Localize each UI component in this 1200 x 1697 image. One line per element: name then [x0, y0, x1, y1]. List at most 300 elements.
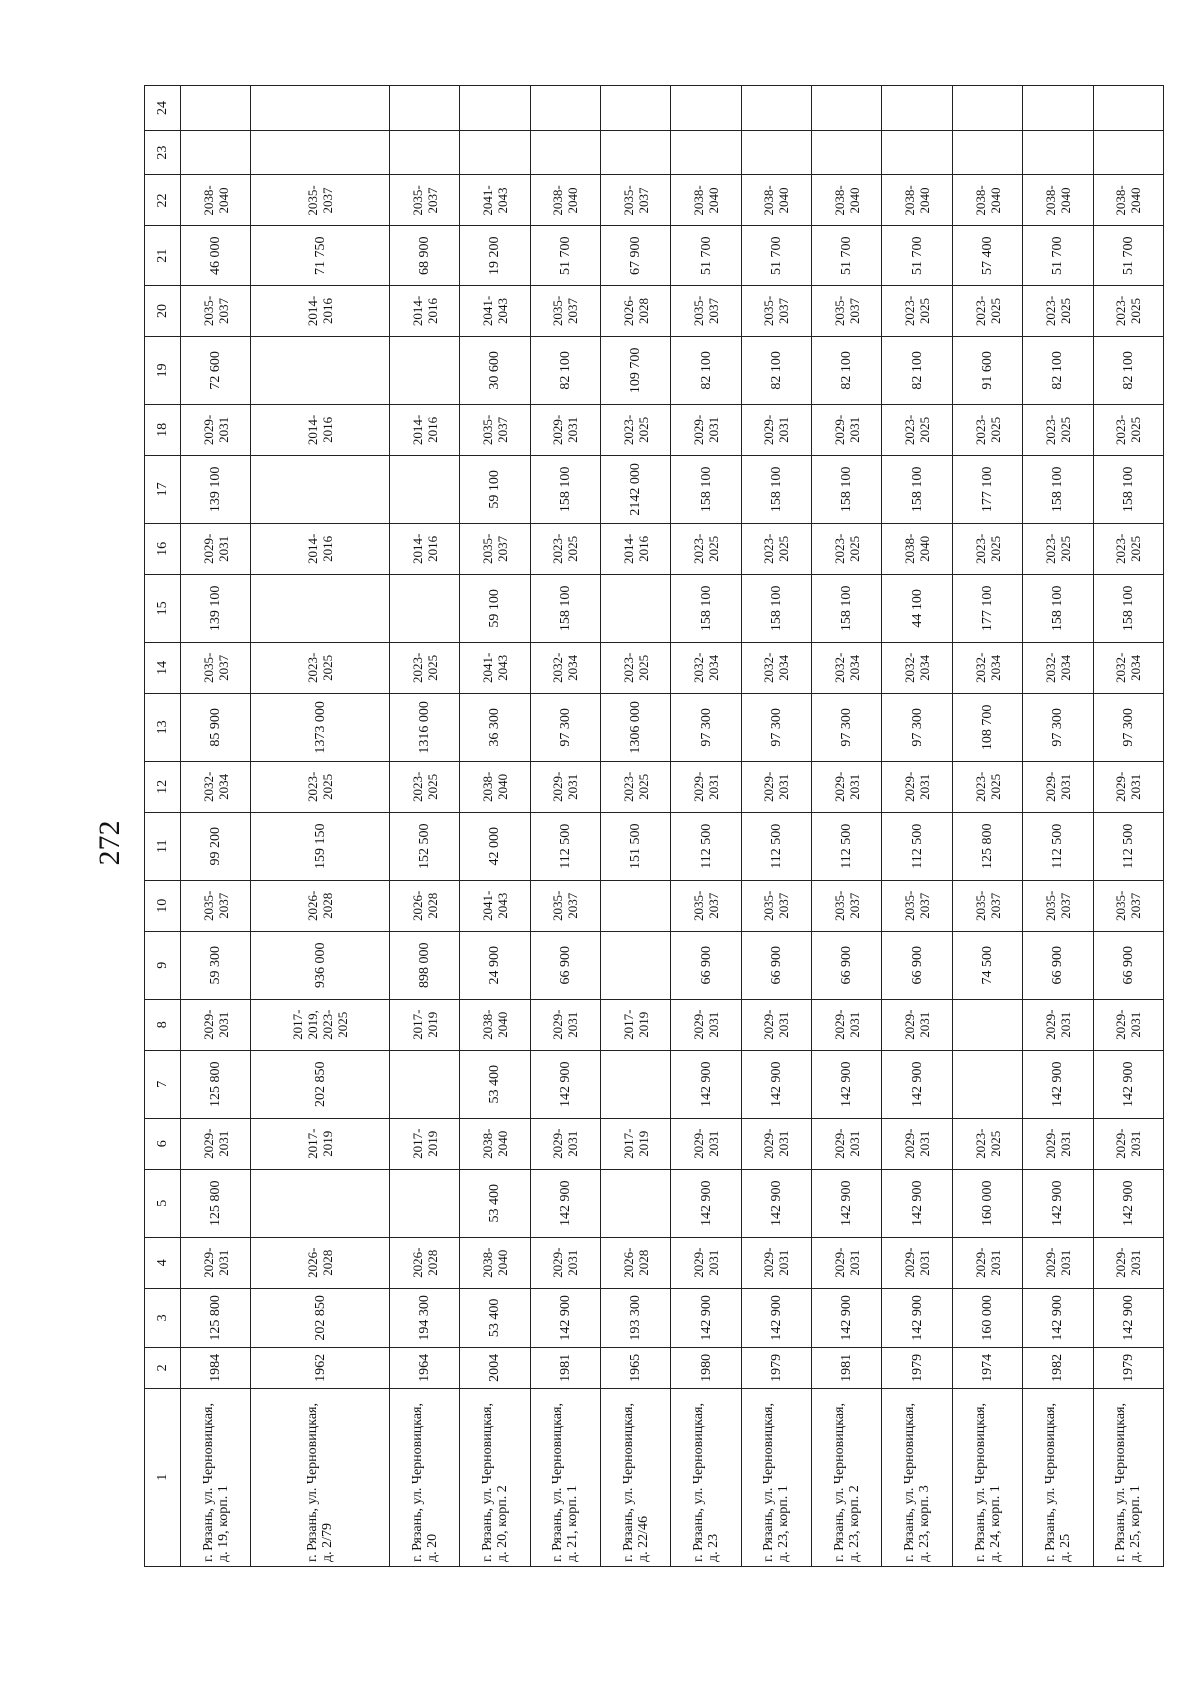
table-cell: 2029-2031 — [952, 1237, 1022, 1288]
table-cell: 2023-2025 — [1093, 285, 1163, 336]
table-cell: 2029-2031 — [181, 404, 251, 455]
table-cell: 2029-2031 — [530, 999, 600, 1050]
table-cell: 2035-2037 — [530, 285, 600, 336]
table-cell: 2029-2031 — [882, 1118, 952, 1169]
table-cell: 2004 — [460, 1348, 530, 1388]
table-cell — [741, 130, 811, 175]
table-cell — [251, 455, 389, 523]
table-cell: 82 100 — [882, 336, 952, 404]
table-cell: 91 600 — [952, 336, 1022, 404]
table-cell: 158 100 — [1093, 574, 1163, 642]
table-cell: 2032-2034 — [882, 642, 952, 693]
table-cell: 2029-2031 — [741, 1118, 811, 1169]
column-number-row — [145, 86, 181, 1567]
table-cell — [812, 86, 882, 131]
rotated-table-container — [144, 85, 1164, 1567]
table-cell: 2038-2040 — [882, 523, 952, 574]
table-cell: 59 100 — [460, 455, 530, 523]
table-cell: 82 100 — [1093, 336, 1163, 404]
table-cell: 19 200 — [460, 226, 530, 285]
table-cell: 36 300 — [460, 693, 530, 761]
table-cell: 2032-2034 — [530, 642, 600, 693]
table-cell: 2014-2016 — [389, 404, 459, 455]
address-cell: г. Рязань, ул. Черновицкая, д. 23 — [671, 1388, 741, 1566]
table-cell: 2029-2031 — [812, 1118, 882, 1169]
table-cell — [251, 130, 389, 175]
table-cell: 2017-2019 — [251, 1118, 389, 1169]
table-cell: 2038-2040 — [460, 1118, 530, 1169]
column-header-12: 12 — [145, 761, 181, 812]
table-cell: 2029-2031 — [181, 1118, 251, 1169]
column-header-22: 22 — [145, 175, 181, 226]
table-cell: 82 100 — [530, 336, 600, 404]
table-cell: 158 100 — [530, 455, 600, 523]
table-cell: 142 900 — [1093, 1050, 1163, 1118]
column-header-20: 20 — [145, 285, 181, 336]
table-cell: 152 500 — [389, 812, 459, 880]
address-cell: г. Рязань, ул. Черновицкая, д. 24, корп. 1 — [952, 1388, 1022, 1566]
table-cell: 2023-2025 — [1023, 404, 1093, 455]
table-cell: 2029-2031 — [181, 1237, 251, 1288]
table-cell — [1023, 130, 1093, 175]
table-cell: 2032-2034 — [1093, 642, 1163, 693]
table-cell: 46 000 — [181, 226, 251, 285]
table-cell: 2029-2031 — [530, 404, 600, 455]
table-cell: 2023-2025 — [882, 285, 952, 336]
table-cell — [600, 1050, 670, 1118]
table-row — [671, 86, 741, 1567]
table-cell: 99 200 — [181, 812, 251, 880]
table-cell: 142 900 — [882, 1169, 952, 1237]
table-cell: 158 100 — [741, 574, 811, 642]
address-cell: г. Рязань, ул. Черновицкая, д. 20, корп. 2 — [460, 1388, 530, 1566]
table-cell: 2038-2040 — [741, 175, 811, 226]
table-cell: 936 000 — [251, 931, 389, 999]
table-cell: 82 100 — [1023, 336, 1093, 404]
table-cell: 108 700 — [952, 693, 1022, 761]
column-header-13: 13 — [145, 693, 181, 761]
table-cell: 142 900 — [1023, 1288, 1093, 1347]
table-cell — [251, 1169, 389, 1237]
table-cell: 142 900 — [671, 1169, 741, 1237]
table-cell: 66 900 — [530, 931, 600, 999]
table-cell: 1984 — [181, 1348, 251, 1388]
table-cell: 2041-2043 — [460, 642, 530, 693]
table-cell — [389, 574, 459, 642]
table-cell: 2035-2037 — [1023, 880, 1093, 931]
table-cell: 2035-2037 — [530, 880, 600, 931]
table-cell: 1980 — [671, 1348, 741, 1388]
column-header-6: 6 — [145, 1118, 181, 1169]
table-cell: 112 500 — [1093, 812, 1163, 880]
table-cell — [1093, 130, 1163, 175]
table-cell: 2023-2025 — [952, 1118, 1022, 1169]
table-row — [389, 86, 459, 1567]
table-cell: 2029-2031 — [671, 761, 741, 812]
table-cell: 2023-2025 — [882, 404, 952, 455]
table-cell: 82 100 — [671, 336, 741, 404]
table-cell: 67 900 — [600, 226, 670, 285]
address-cell: г. Рязань, ул. Черновицкая, д. 2/79 — [251, 1388, 389, 1566]
table-cell: 2023-2025 — [251, 761, 389, 812]
table-cell: 53 400 — [460, 1169, 530, 1237]
table-cell: 2035-2037 — [952, 880, 1022, 931]
table-cell: 24 900 — [460, 931, 530, 999]
table-cell: 158 100 — [1023, 455, 1093, 523]
table-cell: 2029-2031 — [741, 999, 811, 1050]
table-cell — [181, 130, 251, 175]
table-cell: 97 300 — [741, 693, 811, 761]
table-cell: 112 500 — [671, 812, 741, 880]
table-cell: 158 100 — [812, 574, 882, 642]
table-cell: 142 900 — [741, 1050, 811, 1118]
table-cell: 2014-2016 — [389, 285, 459, 336]
table-cell — [600, 574, 670, 642]
table-cell: 1962 — [251, 1348, 389, 1388]
table-cell: 194 300 — [389, 1288, 459, 1347]
table-cell: 2035-2037 — [181, 285, 251, 336]
address-cell: г. Рязань, ул. Черновицкая, д. 19, корп. 1 — [181, 1388, 251, 1566]
table-cell: 158 100 — [671, 455, 741, 523]
table-cell: 2017-2019 — [600, 999, 670, 1050]
table-cell: 2023-2025 — [530, 523, 600, 574]
table-cell: 142 900 — [882, 1050, 952, 1118]
table-cell: 158 100 — [1023, 574, 1093, 642]
table-cell: 2029-2031 — [1093, 1237, 1163, 1288]
table-cell: 53 400 — [460, 1288, 530, 1347]
column-header-2: 2 — [145, 1348, 181, 1388]
table-cell: 71 750 — [251, 226, 389, 285]
address-cell: г. Рязань, ул. Черновицкая, д. 20 — [389, 1388, 459, 1566]
table-cell: 2023-2025 — [952, 404, 1022, 455]
table-cell: 2035-2037 — [389, 175, 459, 226]
table-cell: 2029-2031 — [882, 761, 952, 812]
table-cell: 2014-2016 — [251, 404, 389, 455]
table-cell: 2023-2025 — [251, 642, 389, 693]
table-cell: 1981 — [530, 1348, 600, 1388]
table-cell: 158 100 — [882, 455, 952, 523]
table-row — [600, 86, 670, 1567]
table-row — [251, 86, 389, 1567]
table-cell — [882, 86, 952, 131]
table-cell: 2023-2025 — [389, 642, 459, 693]
table-cell: 125 800 — [952, 812, 1022, 880]
table-cell: 2032-2034 — [181, 761, 251, 812]
table-cell: 158 100 — [1093, 455, 1163, 523]
column-header-9: 9 — [145, 931, 181, 999]
table-cell: 2017-2019, 2023-2025 — [251, 999, 389, 1050]
table-cell: 142 900 — [812, 1050, 882, 1118]
table-row — [181, 86, 251, 1567]
table-cell: 2032-2034 — [812, 642, 882, 693]
table-cell: 2026-2028 — [251, 880, 389, 931]
table-cell: 2014-2016 — [600, 523, 670, 574]
table-cell: 2029-2031 — [671, 1237, 741, 1288]
table-cell: 1964 — [389, 1348, 459, 1388]
table-row — [741, 86, 811, 1567]
table-cell: 30 600 — [460, 336, 530, 404]
table-cell: 59 300 — [181, 931, 251, 999]
table-cell: 2032-2034 — [1023, 642, 1093, 693]
table-cell: 2032-2034 — [671, 642, 741, 693]
table-cell: 2029-2031 — [741, 404, 811, 455]
table-cell: 2029-2031 — [671, 999, 741, 1050]
table-cell — [671, 86, 741, 131]
table-cell: 68 900 — [389, 226, 459, 285]
page-number: 272 — [93, 820, 126, 866]
table-cell: 142 900 — [882, 1288, 952, 1347]
address-cell: г. Рязань, ул. Черновицкая, д. 22/46 — [600, 1388, 670, 1566]
table-cell: 2023-2025 — [952, 523, 1022, 574]
table-cell: 2035-2037 — [600, 175, 670, 226]
table-cell — [1023, 86, 1093, 131]
column-header-14: 14 — [145, 642, 181, 693]
table-cell: 57 400 — [952, 226, 1022, 285]
column-header-21: 21 — [145, 226, 181, 285]
table-cell — [600, 880, 670, 931]
table-cell: 151 500 — [600, 812, 670, 880]
table-cell: 2017-2019 — [389, 1118, 459, 1169]
table-cell: 2023-2025 — [389, 761, 459, 812]
table-row — [460, 86, 530, 1567]
table-cell: 1965 — [600, 1348, 670, 1388]
table-cell: 142 900 — [530, 1169, 600, 1237]
table-cell: 66 900 — [1093, 931, 1163, 999]
table-cell: 1979 — [1093, 1348, 1163, 1388]
table-cell: 2038-2040 — [952, 175, 1022, 226]
table-cell: 2029-2031 — [1093, 761, 1163, 812]
table-cell: 2032-2034 — [952, 642, 1022, 693]
table-cell: 97 300 — [812, 693, 882, 761]
table-cell: 1979 — [882, 1348, 952, 1388]
table-cell: 2014-2016 — [389, 523, 459, 574]
table-cell: 1316 000 — [389, 693, 459, 761]
table-cell — [389, 455, 459, 523]
table-cell: 2026-2028 — [251, 1237, 389, 1288]
table-cell — [460, 130, 530, 175]
table-cell: 82 100 — [741, 336, 811, 404]
table-cell: 2038-2040 — [530, 175, 600, 226]
table-cell: 159 150 — [251, 812, 389, 880]
table-cell: 158 100 — [671, 574, 741, 642]
table-cell — [952, 86, 1022, 131]
column-header-3: 3 — [145, 1288, 181, 1347]
table-cell — [389, 1169, 459, 1237]
table-cell — [812, 130, 882, 175]
table-cell: 142 900 — [671, 1050, 741, 1118]
table-cell — [882, 130, 952, 175]
table-cell: 2041-2043 — [460, 285, 530, 336]
table-cell: 2035-2037 — [741, 880, 811, 931]
table-cell: 898 000 — [389, 931, 459, 999]
table-cell: 1979 — [741, 1348, 811, 1388]
column-header-23: 23 — [145, 130, 181, 175]
table-cell: 2029-2031 — [1093, 1118, 1163, 1169]
table-cell: 160 000 — [952, 1288, 1022, 1347]
table-cell: 142 900 — [1093, 1169, 1163, 1237]
table-cell: 193 300 — [600, 1288, 670, 1347]
table-cell: 2017-2019 — [600, 1118, 670, 1169]
address-cell: г. Рязань, ул. Черновицкая, д. 25 — [1023, 1388, 1093, 1566]
table-cell: 2026-2028 — [389, 880, 459, 931]
table-cell: 142 900 — [1023, 1050, 1093, 1118]
table-cell: 51 700 — [671, 226, 741, 285]
address-cell: г. Рязань, ул. Черновицкая, д. 21, корп. 1 — [530, 1388, 600, 1566]
table-cell: 2029-2031 — [181, 999, 251, 1050]
table-cell: 66 900 — [812, 931, 882, 999]
table-cell: 2029-2031 — [1023, 1237, 1093, 1288]
table-cell: 2014-2016 — [251, 523, 389, 574]
table-cell: 158 100 — [530, 574, 600, 642]
table-cell: 112 500 — [530, 812, 600, 880]
table-row — [952, 86, 1022, 1567]
address-cell: г. Рязань, ул. Черновицкая, д. 23, корп. 3 — [882, 1388, 952, 1566]
table-cell: 2038-2040 — [460, 761, 530, 812]
table-cell — [181, 86, 251, 131]
table-cell: 2029-2031 — [882, 999, 952, 1050]
table-cell: 2014-2016 — [251, 285, 389, 336]
table-cell: 59 100 — [460, 574, 530, 642]
table-cell: 139 100 — [181, 574, 251, 642]
table-cell: 51 700 — [1093, 226, 1163, 285]
table-cell: 72 600 — [181, 336, 251, 404]
column-header-7: 7 — [145, 1050, 181, 1118]
table-cell — [952, 130, 1022, 175]
table-cell — [952, 1050, 1022, 1118]
table-cell: 2038-2040 — [1093, 175, 1163, 226]
table-cell: 125 800 — [181, 1288, 251, 1347]
table-cell: 125 800 — [181, 1050, 251, 1118]
table-cell: 2029-2031 — [741, 1237, 811, 1288]
table-cell: 142 900 — [812, 1288, 882, 1347]
table-cell: 1974 — [952, 1348, 1022, 1388]
table-cell: 2026-2028 — [600, 285, 670, 336]
table-row — [882, 86, 952, 1567]
table-cell: 2035-2037 — [460, 404, 530, 455]
table-cell: 2038-2040 — [671, 175, 741, 226]
table-cell: 2029-2031 — [671, 404, 741, 455]
table-cell: 2029-2031 — [812, 761, 882, 812]
column-header-17: 17 — [145, 455, 181, 523]
table-cell: 2023-2025 — [600, 642, 670, 693]
table-cell: 1373 000 — [251, 693, 389, 761]
address-cell: г. Рязань, ул. Черновицкая, д. 23, корп. 1 — [741, 1388, 811, 1566]
table-cell: 1981 — [812, 1348, 882, 1388]
table-cell: 51 700 — [1023, 226, 1093, 285]
table-cell: 2029-2031 — [812, 999, 882, 1050]
table-cell: 2023-2025 — [1093, 404, 1163, 455]
table-cell: 2038-2040 — [460, 999, 530, 1050]
table-cell: 51 700 — [812, 226, 882, 285]
address-cell: г. Рязань, ул. Черновицкая, д. 25, корп. 1 — [1093, 1388, 1163, 1566]
table-cell: 142 900 — [741, 1169, 811, 1237]
table-cell: 142 900 — [1093, 1288, 1163, 1347]
table-cell: 2023-2025 — [952, 285, 1022, 336]
table-cell: 2029-2031 — [1023, 1118, 1093, 1169]
table-cell: 2026-2028 — [600, 1237, 670, 1288]
table-cell: 97 300 — [530, 693, 600, 761]
table-cell: 160 000 — [952, 1169, 1022, 1237]
table-cell: 2029-2031 — [530, 1237, 600, 1288]
table-viewport — [144, 85, 1164, 1567]
column-header-11: 11 — [145, 812, 181, 880]
table-cell: 2035-2037 — [1093, 880, 1163, 931]
table-cell: 66 900 — [741, 931, 811, 999]
table-cell: 2023-2025 — [600, 404, 670, 455]
column-header-1: 1 — [145, 1388, 181, 1566]
table-cell: 2035-2037 — [671, 880, 741, 931]
table-cell: 51 700 — [882, 226, 952, 285]
column-header-10: 10 — [145, 880, 181, 931]
column-header-18: 18 — [145, 404, 181, 455]
table-cell: 66 900 — [671, 931, 741, 999]
table-cell — [741, 86, 811, 131]
table-cell: 2029-2031 — [741, 761, 811, 812]
table-row — [1093, 86, 1163, 1567]
table-cell: 2038-2040 — [181, 175, 251, 226]
table-cell — [389, 336, 459, 404]
table-cell — [530, 86, 600, 131]
table-cell — [460, 86, 530, 131]
table-cell: 2035-2037 — [741, 285, 811, 336]
table-cell — [600, 1169, 670, 1237]
table-cell: 2029-2031 — [530, 1118, 600, 1169]
table-cell: 2017-2019 — [389, 999, 459, 1050]
column-header-8: 8 — [145, 999, 181, 1050]
table-cell: 2023-2025 — [812, 523, 882, 574]
table-cell: 82 100 — [812, 336, 882, 404]
table-cell: 51 700 — [741, 226, 811, 285]
address-cell: г. Рязань, ул. Черновицкая, д. 23, корп. 2 — [812, 1388, 882, 1566]
table-cell: 2035-2037 — [181, 880, 251, 931]
table-cell: 66 900 — [882, 931, 952, 999]
capital-repair-schedule-table — [144, 85, 1164, 1567]
table-cell — [600, 86, 670, 131]
table-cell — [389, 130, 459, 175]
column-header-5: 5 — [145, 1169, 181, 1237]
table-cell: 2023-2025 — [600, 761, 670, 812]
table-cell — [389, 86, 459, 131]
table-cell: 139 100 — [181, 455, 251, 523]
table-cell: 2041-2043 — [460, 175, 530, 226]
table-cell: 1982 — [1023, 1348, 1093, 1388]
table-cell: 2026-2028 — [389, 1237, 459, 1288]
table-cell: 2029-2031 — [530, 761, 600, 812]
table-cell: 2029-2031 — [1023, 761, 1093, 812]
column-header-15: 15 — [145, 574, 181, 642]
column-header-16: 16 — [145, 523, 181, 574]
table-cell: 142 900 — [741, 1288, 811, 1347]
table-cell — [251, 574, 389, 642]
table-cell: 51 700 — [530, 226, 600, 285]
table-cell: 2023-2025 — [1023, 285, 1093, 336]
table-cell: 2035-2037 — [812, 285, 882, 336]
table-cell: 2023-2025 — [1093, 523, 1163, 574]
table-cell: 85 900 — [181, 693, 251, 761]
table-row — [530, 86, 600, 1567]
table-cell — [600, 931, 670, 999]
table-cell — [389, 1050, 459, 1118]
table-cell: 66 900 — [1023, 931, 1093, 999]
table-cell: 44 100 — [882, 574, 952, 642]
table-cell: 2029-2031 — [181, 523, 251, 574]
table-cell: 158 100 — [741, 455, 811, 523]
table-cell: 2023-2025 — [671, 523, 741, 574]
table-cell: 112 500 — [1023, 812, 1093, 880]
table-cell: 97 300 — [671, 693, 741, 761]
table-cell: 202 850 — [251, 1050, 389, 1118]
table-cell: 2041-2043 — [460, 880, 530, 931]
